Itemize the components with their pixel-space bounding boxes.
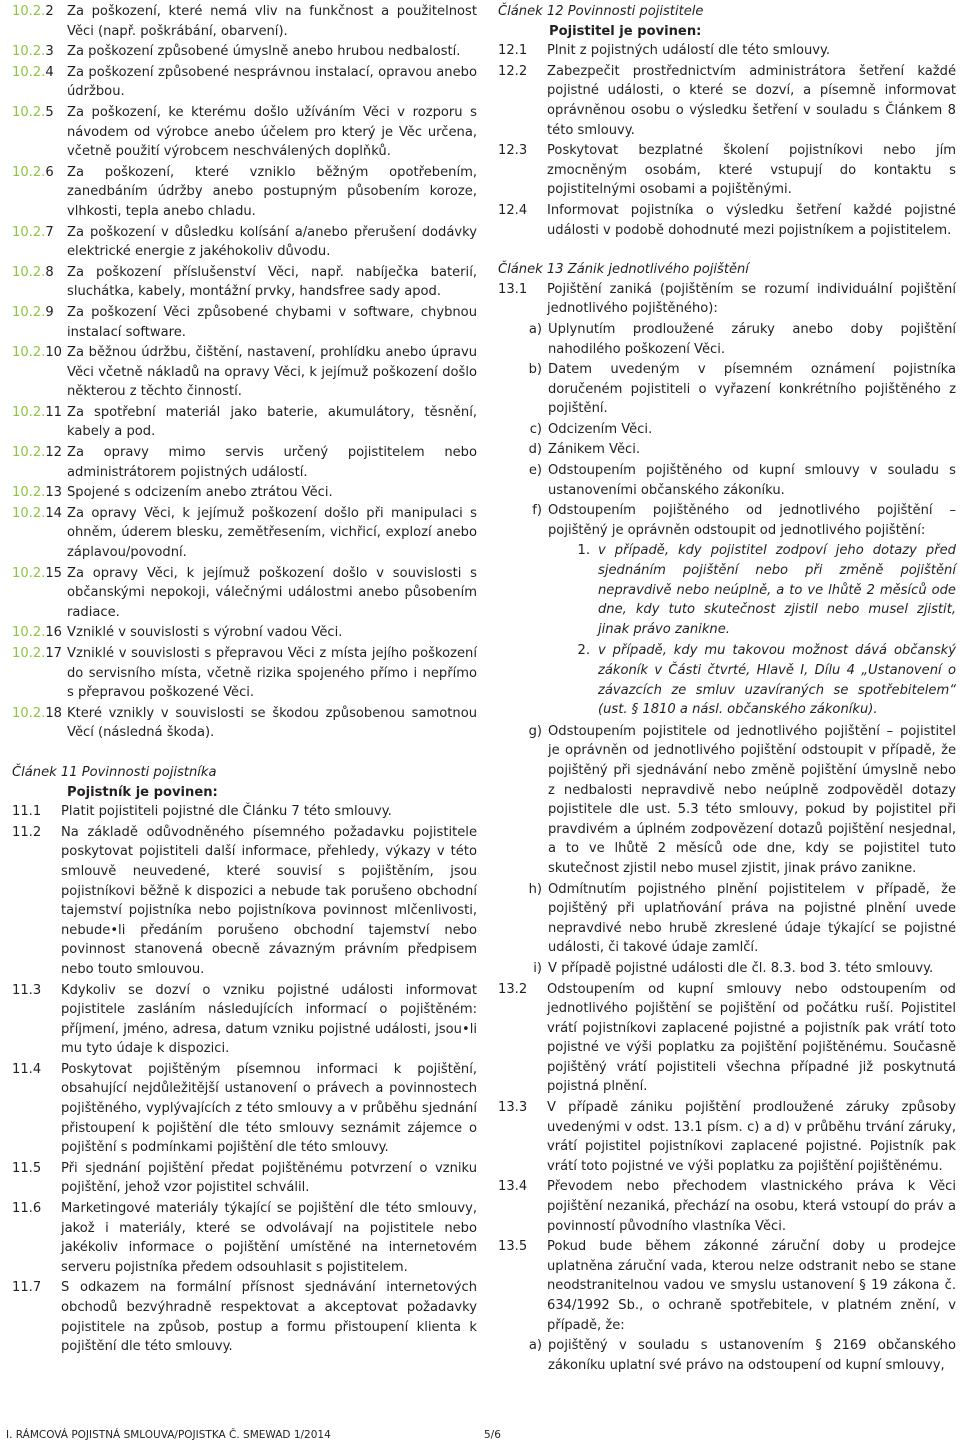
termination-reason-text: Uplynutím prodloužené záruky anebo doby pojištění nahodilého poškození Věci. — [548, 321, 956, 357]
exclusion-clause-number — [12, 443, 67, 482]
withdrawal-case — [548, 641, 956, 719]
termination-clause-text: Převodem nebo přechodem vlastnického práva k Věci pojištění nezaniká, přechází na osobu, která vstoupí do práv a povinností původního vlastníka Věci. — [547, 1179, 956, 1234]
pojistnik-duty — [12, 981, 477, 1059]
exclusion-clause-text: Vzniklé v souvislosti s výrobní vadou Věci. — [67, 625, 343, 641]
exclusion-clause-number — [12, 223, 67, 262]
termination-reason-number: h) — [528, 881, 542, 897]
article-12-subheading: Pojistitel je povinen: — [549, 23, 702, 39]
exclusion-clause-number — [12, 504, 67, 563]
termination-reason — [498, 320, 956, 359]
withdrawal-case-text: v případě, kdy pojistitel zodpoví jeho dotazy před sjednáním pojištění nebo při změně pojištění nepravdivě nebo neúplně, a to ve lhůtě 2 měsíců ode dne, kdy tuto skutečnost zjistil nebo musel zjistit, jinak právo zanikne. — [598, 543, 956, 637]
defect-case-text: pojištěný v souladu s ustanovením § 2169 občanského zákoníku uplatní své právo na odstoupení od kupní smlouvy, — [548, 1338, 956, 1373]
clause-prefix: 10.2. — [12, 625, 46, 641]
clause-prefix: 10.2. — [12, 404, 46, 420]
clause-suffix: 3 — [45, 44, 54, 60]
clause-suffix: 6 — [45, 164, 54, 180]
footer-page-number: 5/6 — [484, 1429, 501, 1441]
article-11-subheading: Pojistník je povinen: — [67, 784, 218, 800]
exclusion-clause-number — [12, 2, 67, 41]
exclusion-clause-text: Vzniklé v souvislosti s přepravou Věci z místa jejího poškození do servisního místa, včetně rizika spojeného přímo i nepřímo s přepravou poškozené Věci. — [67, 646, 477, 701]
section-13-items — [498, 980, 956, 1336]
termination-clause-text: Odstoupením od kupní smlouvy nebo odstoupením od jednotlivého pojištění se pojištění od počátku ruší. Pojistitel vrátí pojistníkovi zaplacené pojistné a pojistník pak vrátí toto pojistné ve výši poplatku za pojištění pojištěnému. Současně pojištěný vrátí pojistiteli všechna případné již poskytnutá pojistná plnění. — [547, 981, 956, 1095]
exclusion-clause-text: Za poškození způsobené nesprávnou instalací, opravou anebo údržbou. — [67, 64, 477, 100]
pojistitel-duty-text: Plnit z pojistných událostí dle této smlouvy. — [547, 43, 831, 59]
exclusion-clause — [12, 644, 477, 703]
exclusion-clause — [12, 303, 477, 342]
article-13-heading: Článek 13 Zánik jednotlivého pojištění — [498, 262, 749, 278]
exclusion-clause-text: Za poškození způsobené úmyslně anebo hrubou nedbalostí. — [67, 44, 461, 60]
exclusion-clause-text: Za poškození v důsledku kolísání a/anebo přerušení dodávky elektrické energie z jakéhokoliv důvodu. — [67, 224, 477, 260]
withdrawal-case-number: 2. — [577, 643, 590, 659]
withdrawal-case-text: v případě, kdy mu takovou možnost dává občanský zákoník v Části čtvrté, Hlavě I, Dílu 4 „Ustanovení o závazcích ze smluv uzavíraných se spotřebitelem“ (ust. § 1810 a násl. občanského zákoníku). — [598, 643, 956, 718]
pojistitel-duty-number: 12.1 — [498, 43, 528, 59]
termination-reason-number: a) — [528, 321, 542, 337]
clause-prefix: 10.2. — [12, 4, 46, 19]
exclusion-clause-text: Za běžnou údržbu, čištění, nastavení, prohlídku anebo úpravu Věci včetně nákladů na opravy Věci, k jejímuž poškození došlo některou z těchto činností. — [67, 345, 477, 400]
section-10-exclusions — [12, 2, 477, 743]
clause-suffix: 15 — [45, 565, 62, 581]
termination-reason-text: Odstoupením pojištěného od jednotlivého pojištění – pojištěný je oprávněn odstoupit od jednotlivého pojištění: — [548, 503, 956, 538]
exclusion-clause — [12, 223, 477, 262]
pojistnik-duty-text: Při sjednání pojištění předat pojištěnému potvrzení o vzniku pojištění, jehož vzor pojistitel schválil. — [61, 1160, 477, 1196]
clause-prefix: 10.2. — [12, 164, 46, 180]
defect-case-number: a) — [528, 1338, 542, 1354]
pojistnik-duty-number: 11.7 — [12, 1280, 42, 1296]
termination-clause-text: Pokud bude během zákonné záruční doby u prodejce uplatněna záruční vada, kterou nelze odstranit nebo se stane neodstranitelnou vadou ve smyslu ustanovení § 19 zákona č. 634/1992 Sb., o ochraně spotřebitele, v platném znění, v případě, že: — [547, 1239, 956, 1333]
exclusion-clause-text: Za poškození, které nemá vliv na funkčnost a použitelnost Věci (např. poškrábání, obarvení). — [67, 4, 477, 39]
exclusion-clause — [12, 343, 477, 402]
defect-case — [498, 1336, 956, 1375]
pojistnik-duty — [12, 802, 477, 822]
clause-prefix: 10.2. — [12, 705, 46, 721]
clause-suffix: 2 — [45, 4, 54, 19]
pojistitel-duty-text: Zabezpečit prostřednictvím administrátora šetření každé pojistné události, o které se dozví, a písemně informovat oprávněnou osobu o výsledku šetření v souladu s Článkem 8 této smlouvy. — [547, 63, 956, 138]
termination-reason-text: Odstoupením pojistitele od jednotlivého pojištění – pojistitel je oprávněn od jednotlivého pojištění odstoupit v případě, že pojištěný při sjednávání nebo změně pojištění úmyslně nebo z nedbalosti nepravdivě nebo neúplně zodpověděl dotazy pojistitele dle ust. 5.3 této smlouvy, pokud by pojistitel při pravdivém a úplném zodpovězení dotazů pojištění nesjednal, a to ve lhůtě 2 měsíců ode dne, kdy se pojistitel tuto skutečnost zjistil nebo musel zjistit, jinak právo zanikne. — [548, 723, 956, 876]
termination-reason — [498, 722, 956, 879]
exclusion-clause-text: Za poškození, které vzniklo běžným opotřebením, zanedbáním údržby anebo postupným působením koroze, vlhkosti, tepla anebo chladu. — [67, 164, 477, 219]
pojistitel-duty-number: 12.3 — [498, 143, 528, 159]
termination-reason — [498, 461, 956, 500]
exclusion-clause — [12, 704, 477, 743]
section-12-items — [498, 41, 956, 240]
pojistitel-duty — [498, 62, 956, 140]
exclusion-clause-text: Spojené s odcizením anebo ztrátou Věci. — [67, 485, 333, 501]
termination-reason-text: V případě pojistné události dle čl. 8.3. bod 3. této smlouvy. — [548, 960, 934, 976]
clause-suffix: 11 — [45, 404, 62, 420]
clause-suffix: 7 — [45, 224, 54, 240]
clause-prefix: 10.2. — [12, 345, 46, 361]
termination-reason-number: e) — [528, 463, 542, 479]
termination-reason-text: Odstoupením pojištěného od kupní smlouvy v souladu s ustanoveními občanského zákoníku. — [548, 463, 956, 498]
clause-f-subitems — [548, 541, 956, 719]
section-11-items — [12, 802, 477, 1357]
exclusion-clause — [12, 42, 477, 62]
termination-reason-number: b) — [528, 362, 542, 378]
article-11-heading: Článek 11 Povinnosti pojistníka — [12, 764, 217, 780]
termination-clause-text: V případě zániku pojištění prodloužené záruky způsoby uvedenými v odst. 13.1 písm. c) a d) v průběhu trvání záruky, vrátí pojistitel pojistníkovi zaplacené pojistné. Pojistník pak vrátí toto pojistné ve výši poplatku za pojištění pojištěnému. — [547, 1100, 956, 1174]
exclusion-clause-number — [12, 644, 67, 703]
exclusion-clause-text: Za opravy Věci, k jejímuž poškození došlo při manipulaci s ohněm, úderem blesku, zemětřesením, vichřicí, explozí anebo záplavou/povodní. — [67, 505, 477, 561]
clause-prefix: 10.2. — [12, 445, 46, 461]
pojistnik-duty-text: Kdykoliv se dozví o vzniku pojistné události informovat pojistitele zasláním následujících informací o pojištěném: příjmení, jméno, adresa, datum vzniku pojistné události, jsou•li mu tyto údaje k dispozici. — [61, 982, 477, 1057]
clause-suffix: 8 — [45, 264, 54, 280]
pojistnik-duty-text: Platit pojistiteli pojistné dle Článku 7 této smlouvy. — [61, 804, 392, 820]
withdrawal-case — [548, 541, 956, 639]
exclusion-clause-number — [12, 103, 67, 162]
pojistitel-duty-text: Poskytovat bezplatné školení pojistníkovi nebo jím zmocněným osobám, které vstupují do kontaktu s pojistitelnými osobami a pojištěnými. — [547, 143, 956, 198]
exclusion-clause — [12, 504, 477, 563]
pojistitel-duty — [498, 41, 956, 61]
exclusion-clause — [12, 483, 477, 503]
exclusion-clause-number — [12, 564, 67, 623]
footer-document-title: I. RÁMCOVÁ POJISTNÁ SMLOUVA/POJISTKA Č. SMEWAD 1/2014 — [6, 1429, 331, 1441]
termination-reason-text: Zánikem Věci. — [548, 442, 641, 458]
termination-reason-number: i) — [533, 960, 542, 976]
pojistnik-duty-number: 11.6 — [12, 1201, 42, 1217]
pojistnik-duty-text: S odkazem na formální přísnost sjednávání internetových obchodů bezvýhradně respektovat a akceptovat požadavky pojistitele na způsob, postup a formu přistoupení klienta k pojištění dle této smlouvy. — [61, 1280, 477, 1355]
exclusion-clause — [12, 443, 477, 482]
pojistnik-duty — [12, 1199, 477, 1277]
pojistnik-duty-number: 11.4 — [12, 1061, 42, 1077]
clause-prefix: 10.2. — [12, 565, 46, 581]
pojistnik-duty-text: Marketingové materiály týkající se pojištění dle této smlouvy, jakož i materiály, které se odvolávají na pojistitele nebo jakékoliv informace o pojištění umístěné na internetovém serveru pojistníka předem odsouhlasit s pojistitelem. — [61, 1201, 477, 1275]
termination-reason-number: c) — [529, 421, 542, 437]
termination-reason — [498, 880, 956, 958]
exclusion-clause — [12, 623, 477, 643]
clause-number: 13.1 — [498, 281, 528, 297]
termination-clause-number: 13.3 — [498, 1100, 528, 1116]
pojistnik-duty-number: 11.1 — [12, 804, 42, 820]
exclusion-clause-text: Za opravy Věci, k jejímuž poškození došlo v souvislosti s občanskými nepokoji, válečnými událostmi anebo působením radiace. — [67, 565, 477, 620]
exclusion-clause-number — [12, 303, 67, 342]
exclusion-clause-number — [12, 343, 67, 402]
exclusion-clause — [12, 163, 477, 222]
clause-prefix: 10.2. — [12, 224, 46, 240]
termination-reason-text: Odmítnutím pojistného plnění pojistitelem v případě, že pojištěný při uplatňování práva na pojistné plnění uvede nepravdivé nebo hrubě zkreslené údaje týkající se pojistné události, či takové údaje zamlčí. — [548, 881, 956, 956]
footer-divider — [0, 1426, 960, 1427]
pojistnik-duty — [12, 1159, 477, 1198]
pojistnik-duty-number: 11.2 — [12, 824, 42, 840]
pojistitel-duty-text: Informovat pojistníka o výsledku šetření každé pojistné události v podobě dohodnuté mezi pojistníkem a pojistitelem. — [547, 202, 956, 238]
exclusion-clause-text: Za opravy mimo servis určený pojistitelem nebo administrátorem pojistných událostí. — [67, 445, 477, 480]
termination-clause — [498, 1098, 956, 1176]
withdrawal-case-number: 1. — [577, 543, 590, 559]
clause-suffix: 18 — [45, 705, 62, 721]
pojistnik-duty — [12, 1060, 477, 1158]
clause-13-1 — [498, 280, 956, 319]
clause-13-1-letters — [498, 320, 956, 541]
clause-suffix: 14 — [45, 505, 62, 521]
exclusion-clause-number — [12, 483, 67, 503]
clause-suffix: 13 — [45, 485, 62, 501]
exclusion-clause — [12, 263, 477, 302]
clause-suffix: 12 — [45, 445, 62, 461]
termination-reason-number: f) — [532, 503, 542, 519]
page-footer — [0, 1426, 960, 1446]
termination-clause-number: 13.4 — [498, 1179, 528, 1195]
clause-suffix: 17 — [45, 646, 62, 661]
clause-suffix: 4 — [45, 64, 54, 80]
termination-clause-number: 13.2 — [498, 981, 528, 997]
termination-clause-number: 13.5 — [498, 1239, 528, 1255]
exclusion-clause-number — [12, 163, 67, 222]
pojistnik-duty-number: 11.3 — [12, 982, 42, 998]
clause-text: Pojištění zaniká (pojištěním se rozumí individuální pojištění jednotlivého pojištěného): — [547, 281, 956, 317]
pojistitel-duty — [498, 201, 956, 240]
exclusion-clause-text: Za poškození příslušenství Věci, např. nabíječka baterií, sluchátka, kabely, montážní prvky, handsfree sady apod. — [67, 264, 477, 300]
exclusion-clause-number — [12, 704, 67, 743]
exclusion-clause-text: Za spotřební materiál jako baterie, akumulátory, těsnění, kabely a pod. — [67, 404, 477, 440]
clause-prefix: 10.2. — [12, 646, 46, 661]
termination-clause — [498, 980, 956, 1098]
exclusion-clause-text: Za poškození, ke kterému došlo užíváním Věci v rozporu s návodem od výrobce anebo účelem pro který je Věc určena, včetně použití výrobcem neschválených doplňků. — [67, 104, 477, 160]
clause-prefix: 10.2. — [12, 505, 46, 521]
pojistnik-duty-number: 11.5 — [12, 1160, 42, 1176]
right-column — [498, 2, 956, 1376]
clause-suffix: 16 — [45, 625, 62, 641]
termination-reason — [498, 360, 956, 419]
clause-prefix: 10.2. — [12, 64, 46, 80]
termination-reason-number: g) — [528, 723, 542, 739]
clause-prefix: 10.2. — [12, 264, 46, 280]
pojistnik-duty-text: Poskytovat pojištěným písemnou informaci k pojištění, obsahující nejdůležitější ustanovení o právech a povinnostech pojištěného, vyplývajících z této smlouvy a v průběhu sjednání přistoupení k pojištění dle této smlouvy seznámit zájemce o pojištění s podmínkami pojištění dle této smlouvy. — [61, 1061, 477, 1156]
clause-suffix: 9 — [45, 304, 54, 320]
exclusion-clause — [12, 2, 477, 41]
article-12-heading: Článek 12 Povinnosti pojistitele — [498, 4, 704, 19]
exclusion-clause-number — [12, 403, 67, 442]
termination-reason-text: Datem uvedeným v písemném oznámení pojistníka doručeném pojistiteli o vyřazení konkrétního pojištěného z pojištění. — [548, 362, 956, 417]
exclusion-clause-number — [12, 42, 67, 62]
clause-prefix: 10.2. — [12, 304, 46, 320]
exclusion-clause-text: Za poškození Věci způsobené chybami v software, chybnou instalací software. — [67, 304, 477, 340]
pojistnik-duty — [12, 823, 477, 980]
exclusion-clause — [12, 63, 477, 102]
left-column — [12, 2, 477, 1358]
clause-suffix: 10 — [45, 345, 62, 361]
termination-reason-text: Odcizením Věci. — [548, 421, 653, 437]
pojistnik-duty-text: Na základě odůvodněného písemného požadavku pojistitele poskytovat pojistiteli další informace, přehledy, výkazy v této smlouvě neuvedené, které souvisí s pojištěním, jsou pojistníkovi běžně k dispozici a nebude tak porušeno obchodní tajemství pojistníka nebo pojistníkova povinnost mlčenlivosti, nebude•li předáním porušeno obchodní tajemství nebo povinnost stanovená obecně závazným právním předpisem nebo touto smlouvou. — [61, 824, 477, 977]
exclusion-clause — [12, 103, 477, 162]
pojistitel-duty-number: 12.4 — [498, 202, 528, 218]
clause-suffix: 5 — [45, 104, 54, 120]
termination-reason — [498, 959, 956, 979]
pojistitel-duty-number: 12.2 — [498, 63, 528, 79]
pojistitel-duty — [498, 141, 956, 200]
termination-reason — [498, 501, 956, 540]
exclusion-clause-number — [12, 63, 67, 102]
clause-prefix: 10.2. — [12, 44, 46, 60]
exclusion-clause-number — [12, 623, 67, 643]
termination-reason — [498, 440, 956, 460]
clause-13-5-letters — [498, 1336, 956, 1375]
pojistnik-duty — [12, 1278, 477, 1356]
clause-prefix: 10.2. — [12, 104, 46, 120]
exclusion-clause-number — [12, 263, 67, 302]
exclusion-clause — [12, 403, 477, 442]
termination-clause — [498, 1177, 956, 1236]
clause-prefix: 10.2. — [12, 485, 46, 501]
termination-clause — [498, 1237, 956, 1335]
clause-13-1-letters-cont — [498, 722, 956, 979]
termination-reason — [498, 420, 956, 440]
exclusion-clause — [12, 564, 477, 623]
exclusion-clause-text: Které vznikly v souvislosti se škodou způsobenou samotnou Věcí (následná škoda). — [67, 705, 477, 741]
termination-reason-number: d) — [528, 442, 542, 458]
